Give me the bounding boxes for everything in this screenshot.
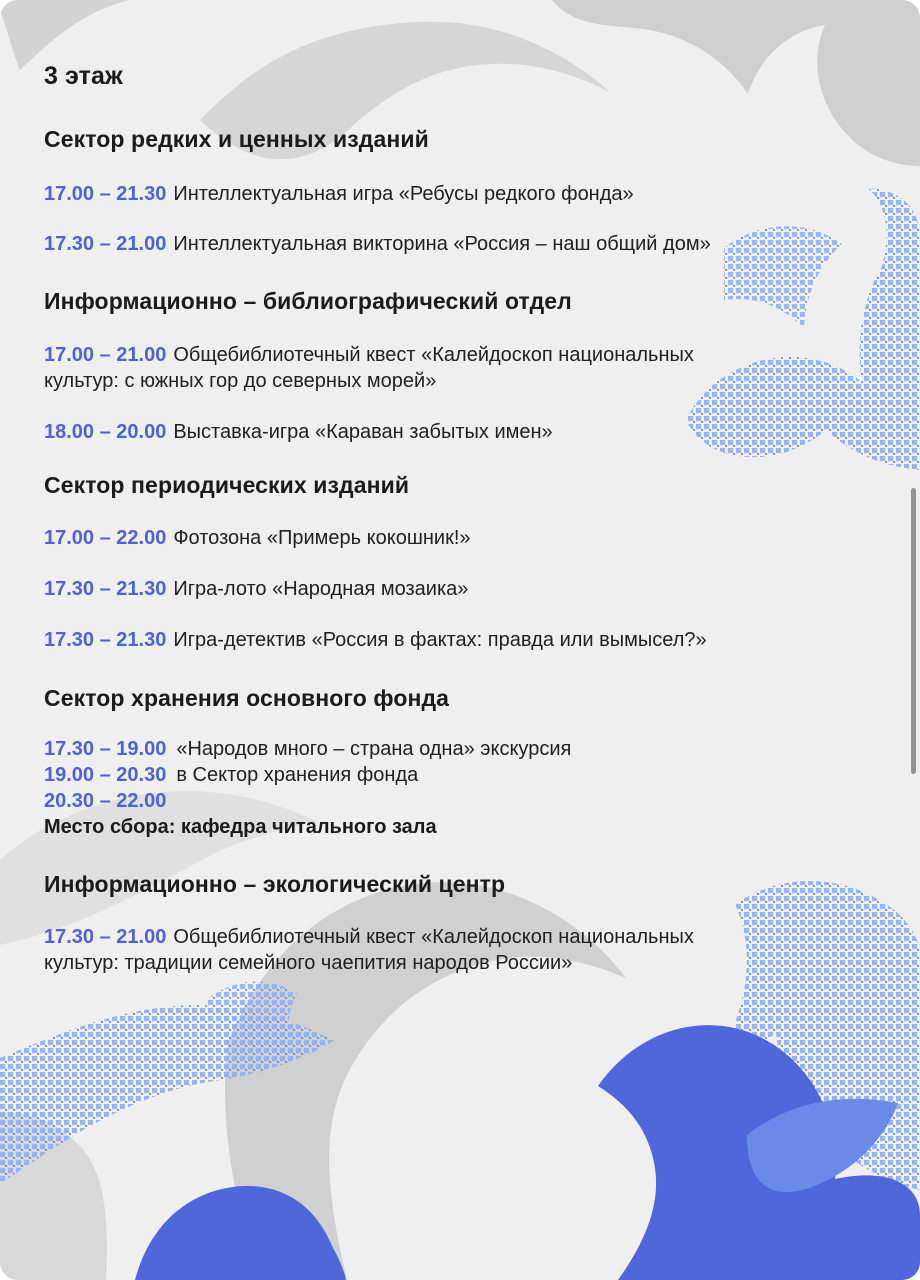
event-description: Интеллектуальная викторина «Россия – наш общий дом» [173,233,711,255]
tour-line-2 [44,762,418,788]
tour-time: 17.30 – 19.00 [44,738,167,760]
vertical-scrollbar[interactable] [911,488,916,774]
event-time: 17.00 – 21.00 [44,344,167,366]
event-time: 17.30 – 21.00 [44,926,167,948]
section-title-rare-editions: Сектор редких и ценных изданий [44,126,429,152]
event-time: 17.30 – 21.30 [44,578,167,600]
event-russia-quiz [44,231,864,257]
event-description: Игра-детектив «Россия в фактах: правда или вымысел?» [173,629,707,651]
section-title-main-fund: Сектор хранения основного фонда [44,685,450,711]
event-detective-game [44,627,864,653]
event-time: 17.30 – 21.30 [44,629,167,651]
event-description: Игра-лото «Народная мозаика» [173,578,469,600]
tour-line-3 [44,788,176,814]
event-time: 18.00 – 20.00 [44,421,167,443]
tour-text: «Народов много – страна одна» экскурсия [176,738,572,760]
event-description: Интеллектуальная игра «Ребусы редкого фонда» [173,183,634,205]
gray-swirl-top-right [552,0,920,166]
event-kaleidoscope-quest [44,342,744,394]
section-title-ecology-center: Информационно – экологический центр [44,871,506,897]
section-title-periodicals: Сектор периодических изданий [44,472,410,498]
tour-text: в Сектор хранения фонда [176,764,419,786]
event-photo-zone [44,525,864,551]
event-rebus-game [44,181,864,207]
tour-line-1 [44,736,571,762]
event-description: Общебиблиотечный квест «Калейдоскоп национальных культур: с южных гор до северных морей» [44,344,694,392]
event-lotto-game [44,576,864,602]
event-tea-tradition-quest [44,924,704,976]
event-time: 17.00 – 22.00 [44,527,167,549]
meeting-point: Место сбора: кафедра читального зала [44,816,437,838]
event-caravan-exhibition [44,419,864,445]
tour-time: 20.30 – 22.00 [44,790,167,812]
event-description: Общебиблиотечный квест «Калейдоскоп национальных культур: традиции семейного чаепития народов России» [44,926,694,974]
event-description: Выставка-игра «Караван забытых имен» [173,421,553,443]
event-description: Фотозона «Примерь кокошник!» [173,527,471,549]
floor-title: 3 этаж [44,62,123,90]
event-time: 17.00 – 21.30 [44,183,167,205]
tour-time: 19.00 – 20.30 [44,764,167,786]
gray-swirl-top-left [0,0,130,70]
event-time: 17.30 – 21.00 [44,233,167,255]
section-title-bibliographic: Информационно – библиографический отдел [44,288,572,314]
